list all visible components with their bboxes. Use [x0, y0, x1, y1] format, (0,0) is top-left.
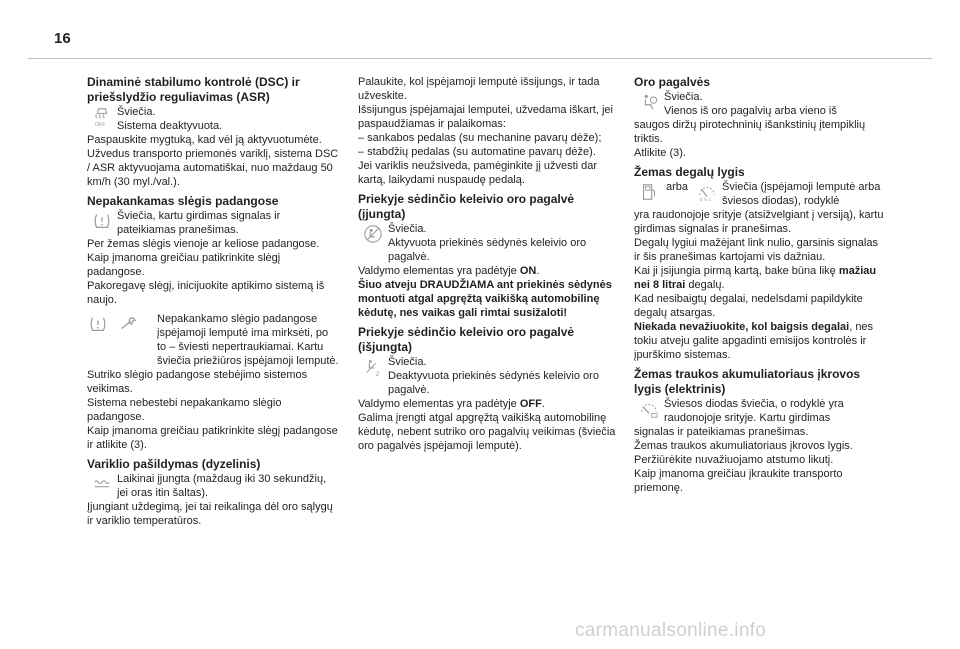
- preheat-cont-4: – stabdžių pedalas (su automatine pavarų dėže).: [358, 146, 596, 158]
- preheat-title: Variklio pašildymas (dyzelinis): [87, 457, 261, 471]
- fuel-body-2-bold: mažiau nei 8 litrai: [634, 265, 877, 291]
- dsc-on-text: Šviečia.: [117, 106, 156, 118]
- fuel-icon-row: [634, 180, 886, 208]
- airbags-state: Šviečia.: [664, 91, 703, 103]
- glow-plug-icon: [87, 472, 117, 498]
- airbag-off-text: Deaktyvuota priekinės sėdynės keleivio oro pagalvė.: [388, 370, 599, 396]
- fuel-body-2-pre: Kai ji įsijungia pirmą kartą, bake būna likę: [634, 265, 839, 277]
- airbag-off-state: Šviečia.: [388, 356, 427, 368]
- airbag-on-icon-row: [358, 222, 620, 264]
- preheat-icon-text: Laikinai įjungta (maždaug iki 30 sekundžių, jei oras itin šaltas).: [117, 473, 327, 499]
- fuel-body-3: Kad nesibaigtų degalai, nedelsdami papildykite degalų atsargas.: [634, 293, 863, 319]
- battery-icon-row: [634, 397, 886, 425]
- airbag-on-body-pre: Valdymo elementas yra padėtyje: [358, 265, 520, 277]
- airbags-title: Oro pagalvės: [634, 75, 711, 89]
- airbag-on-icon: [358, 222, 388, 248]
- airbag-on-text: Aktyvuota priekinės sėdynės keleivio oro pagalvė.: [388, 237, 587, 263]
- column-3: [634, 75, 886, 495]
- battery-icon-text-first: Šviesos diodas šviečia, o rodyklė yra raudonojoje srityje. Kartu girdimas: [664, 398, 844, 424]
- tyre2-body-2: Sistema nebestebi nepakankamo slėgio padangose.: [87, 397, 282, 423]
- fuel-body-4-post: , nes tokiu atveju galite apgadinti emisijos kontrolės ir įpurškimo sistemas.: [634, 321, 874, 361]
- tyre-body-3: Pakoregavę slėgį, inicijuokite aptikimo sistemą iš naujo.: [87, 280, 325, 306]
- svg-text:OFF: OFF: [94, 122, 106, 127]
- airbag-off-body-post: .: [541, 398, 545, 410]
- airbags-text-rest: saugos diržų pirotechninių išankstinių įtempiklių triktis.: [634, 119, 866, 145]
- tyre-pressure-icon: [87, 314, 109, 334]
- preheat-body: Įjungiant uždegimą, jei tai reikalinga dėl oro sąlygų ir variklio temperatūros.: [87, 501, 333, 527]
- fuel-title: Žemas degalų lygis: [634, 165, 745, 179]
- airbags-action: Atlikite (3).: [634, 147, 686, 159]
- tyre-service-icons: [87, 312, 157, 338]
- airbag-off-body: [358, 397, 620, 411]
- airbag-on-state: Šviečia.: [388, 223, 427, 235]
- fuel-body-4-bold: Niekada nevažiuokite, kol baigsis degalai: [634, 321, 850, 333]
- dsc-title: Dinaminė stabilumo kontrolė (DSC) ir priešslydžio reguliavimas (ASR): [87, 75, 300, 104]
- fuel-body-4: [634, 320, 886, 362]
- fuel-icon-text-rest: yra raudonojoje srityje (atsižvelgiant į versiją), kartu girdimas signalas ir pranešimas.: [634, 209, 884, 235]
- airbag-on-body-post: .: [536, 265, 540, 277]
- dsc-off-icon: [87, 105, 117, 131]
- svg-text:2: 2: [375, 371, 380, 377]
- tyre2-body-3: Kaip įmanoma greičiau patikrinkite slėgį padangose ir atlikite (3).: [87, 425, 338, 451]
- column-1: [87, 75, 339, 528]
- preheat-cont-5: Jei variklis neužsiveda, pamėginkite jį užvesti dar kartą, laikydami nuspaudę pedalą.: [358, 160, 598, 186]
- tyre-body-2: Kaip įmanoma greičiau patikrinkite slėgį padangose.: [87, 252, 281, 278]
- airbag-off-icon: [358, 355, 388, 381]
- airbag-off-title: Priekyje sėdinčio keleivio oro pagalvė (išjungta): [358, 325, 575, 354]
- tyre2-icon-text: Nepakankamo slėgio padangose įspėjamoji lemputė ima mirksėti, po to – šviesti nepertraukiamai. Kartu šviečia priežiūros įspėjamoji lemputė.: [157, 313, 339, 367]
- preheat-cont-2: Išsijungus įspėjamajai lemputei, užvedama iškart, jei paspaudžiamas ir palaikomas:: [358, 104, 613, 130]
- dsc-icon-row: [87, 105, 339, 133]
- airbag-off-body-pre: Valdymo elementas yra padėtyje: [358, 398, 520, 410]
- battery-body-1: Žemas traukos akumuliatoriaus įkrovos lygis.: [634, 440, 853, 452]
- tyre-body-1: Per žemas slėgis vienoje ar keliose padangose.: [87, 238, 320, 250]
- airbags-text-line: Vienos iš oro pagalvių arba vieno iš: [664, 105, 837, 117]
- fuel-gauge-icon: [692, 180, 722, 206]
- battery-icon-text-rest: signalas ir pateikiamas pranešimas.: [634, 426, 809, 438]
- preheat-icon-row: [87, 472, 339, 500]
- dsc-body: Paspauskite mygtuką, kad vėl ją aktyvuotumėte. Užvedus transporto priemonės variklį, sistema DSC / ASR aktyvuojama automatiškai, nuo maždaug 50 km/h (30 myl./val.).: [87, 134, 339, 188]
- dsc-off-text: Sistema deaktyvuota.: [117, 120, 223, 132]
- header-rule: [28, 58, 932, 59]
- wrench-icon: [117, 314, 139, 334]
- battery-title: Žemas traukos akumuliatoriaus įkrovos lygis (elektrinis): [634, 367, 861, 396]
- column-2: [358, 75, 620, 453]
- tyre-icon-row: [87, 209, 339, 237]
- airbag-on-title: Priekyje sėdinčio keleivio oro pagalvė (įjungta): [358, 192, 575, 221]
- fuel-pump-icon: [634, 180, 664, 206]
- preheat-cont-3: – sankabos pedalas (su mechanine pavarų dėže);: [358, 132, 602, 144]
- tyre2-body-1: Sutriko slėgio padangose stebėjimo sistemos veikimas.: [87, 369, 308, 395]
- watermark: carmanualsonline.info: [575, 620, 767, 641]
- airbag-off-body-value: OFF: [519, 398, 542, 410]
- tyre-title: Nepakankamas slėgis padangose: [87, 194, 279, 208]
- airbag-on-body: [358, 264, 620, 278]
- battery-gauge-icon: [634, 397, 664, 423]
- tyre-pressure-icon: [87, 209, 117, 235]
- preheat-cont-1: Palaukite, kol įspėjamoji lemputė išsijungs, ir tada užveskite.: [358, 76, 600, 102]
- fuel-body-2-post: degalų.: [685, 279, 725, 291]
- tyre-icon-text: Šviečia, kartu girdimas signalas ir pateikiamas pranešimas.: [117, 210, 281, 236]
- page-number: 16: [54, 30, 71, 47]
- fuel-icon-text-first: Šviečia (įspėjamoji lemputė arba šviesos diodas), rodyklė: [722, 181, 881, 207]
- svg-text:0 ½ 1: 0 ½ 1: [699, 197, 712, 202]
- airbags-icon-row: [634, 90, 886, 118]
- fuel-body-2: [634, 264, 886, 292]
- airbag-on-warning: Šiuo atveju DRAUDŽIAMA ant priekinės sėdynės montuoti atgal apgręžtą vaikišką automobilinę kėdutę, nes vaikas gali rimtai susižaloti!: [358, 279, 612, 319]
- fuel-arba: arba: [666, 181, 689, 193]
- fuel-body-1: Degalų lygiui mažėjant link nulio, garsinis signalas ir šis pranešimas kartojami vis dažniau.: [634, 237, 878, 263]
- airbag-off-body-2: Galima įrengti atgal apgręžtą vaikišką automobilinę kėdutę, nebent sutriko oro pagalvių veikimas (šviečia oro pagalvės įspėjamoji lemputė).: [358, 412, 616, 452]
- airbag-fault-icon: [634, 90, 664, 116]
- battery-body-3: Kaip įmanoma greičiau įkraukite transporto priemonę.: [634, 468, 843, 494]
- airbag-on-body-value: ON: [519, 265, 537, 277]
- battery-body-2: Peržiūrėkite nuvažiuojamo atstumo likutį.: [634, 454, 834, 466]
- airbag-off-icon-row: [358, 355, 620, 397]
- tyre2-icon-row: [87, 312, 339, 368]
